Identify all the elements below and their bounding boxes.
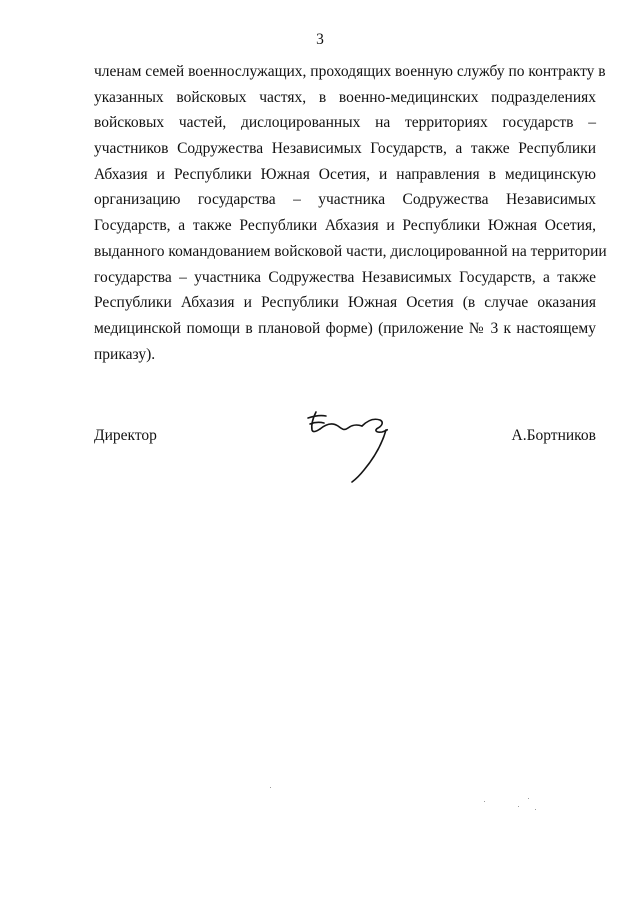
body-text	[94, 59, 607, 367]
scan-speck	[518, 806, 519, 807]
signer-position: Директор	[94, 427, 157, 444]
signer-name: А.Бортников	[511, 427, 596, 444]
scan-speck	[270, 787, 271, 788]
text-line: медицинской помощи в плановой форме) (приложение № 3 к настоящему	[94, 319, 596, 337]
text-line: Республики Абхазия и Республики Южная Осетия (в случае оказания	[94, 294, 596, 312]
text-line: членам семей военнослужащих, проходящих военную службу по контракту в	[94, 63, 606, 80]
text-line: выданного командованием войсковой части, дислоцированной на территории	[94, 242, 607, 260]
text-line: государства – участника Содружества Независимых Государств, а также	[94, 268, 596, 286]
scan-speck	[528, 798, 529, 799]
text-line: Государств, а также Республики Абхазия и Республики Южная Осетия,	[94, 217, 596, 235]
text-line: Абхазия и Республики Южная Осетия, и направления в медицинскую	[94, 165, 596, 183]
text-line: указанных войсковых частях, в военно-медицинских подразделениях	[94, 88, 596, 106]
scan-speck	[535, 809, 536, 810]
page-number: 3	[316, 31, 324, 48]
handwritten-signature	[302, 400, 394, 488]
scan-speck	[484, 801, 485, 802]
text-line: организацию государства – участника Содружества Независимых	[94, 191, 596, 209]
text-line: войсковых частей, дислоцированных на территориях государств –	[94, 114, 596, 132]
text-line: приказу).	[94, 345, 156, 363]
text-line: участников Содружества Независимых Государств, а также Республики	[94, 140, 596, 158]
